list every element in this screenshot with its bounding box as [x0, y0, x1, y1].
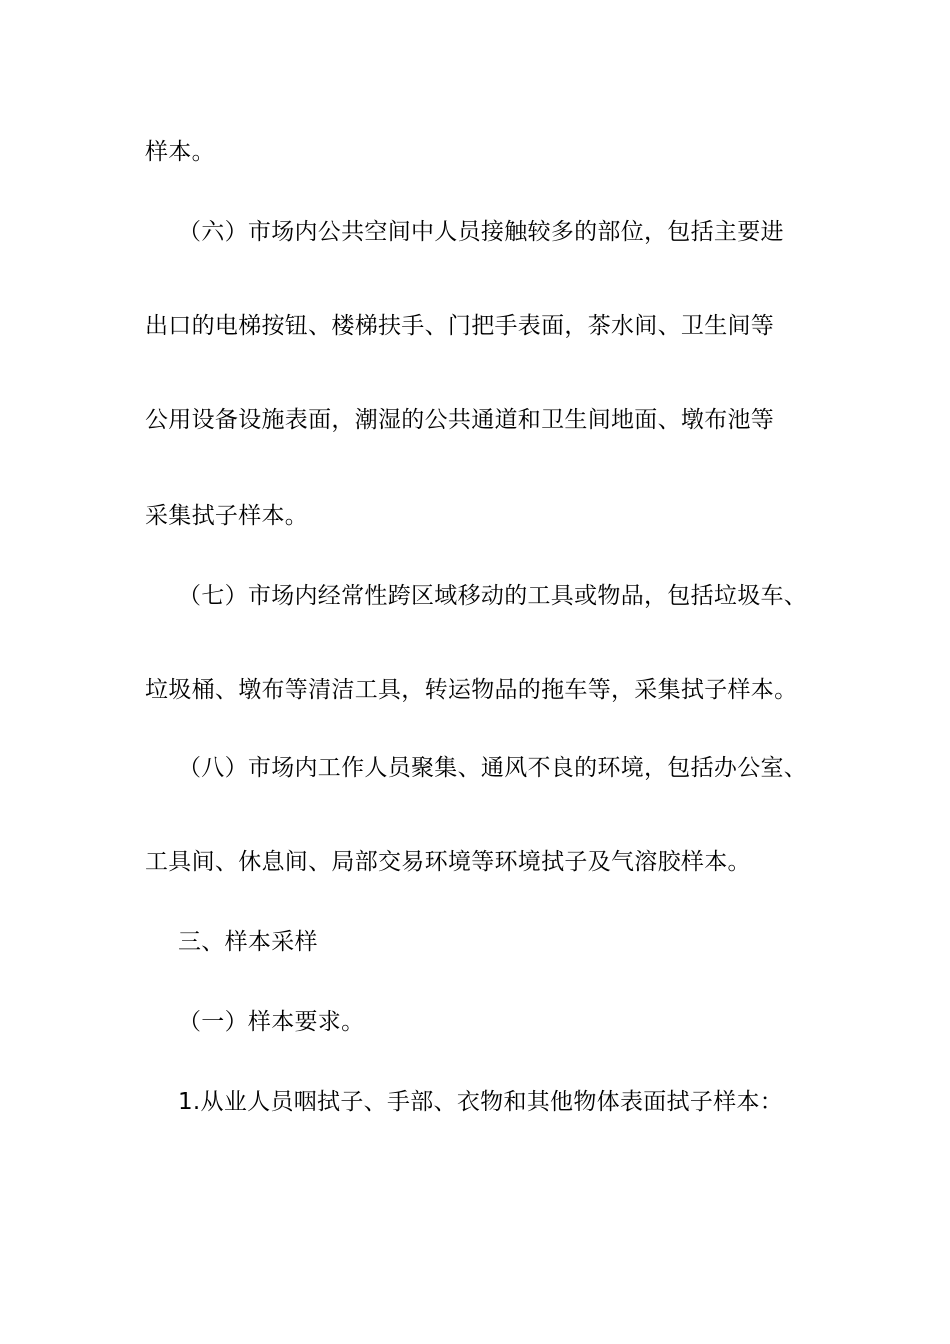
text-line-4: 公用设备设施表面，潮湿的公共通道和卫生间地面、墩布池等 — [145, 407, 775, 433]
list-item-1: 1.从业人员咽拭子、手部、衣物和其他物体表面拭子样本： — [178, 1089, 784, 1115]
section-heading: 三、样本采样 — [178, 929, 318, 955]
text-line-6: （七）市场内经常性跨区域移动的工具或物品，包括垃圾车、 — [178, 583, 808, 609]
subsection-heading: （一）样本要求。 — [178, 1009, 365, 1035]
text-line-2: （六）市场内公共空间中人员接触较多的部位，包括主要进 — [178, 219, 784, 245]
text-line-1: 样本。 — [145, 139, 215, 165]
text-line-7: 垃圾桶、墩布等清洁工具，转运物品的拖车等，采集拭子样本。 — [145, 677, 798, 703]
text-line-3: 出口的电梯按钮、楼梯扶手、门把手表面，茶水间、卫生间等 — [145, 313, 775, 339]
text-line-5: 采集拭子样本。 — [145, 503, 309, 529]
text-line-8: （八）市场内工作人员聚集、通风不良的环境，包括办公室、 — [178, 755, 808, 781]
text-line-9: 工具间、休息间、局部交易环境等环境拭子及气溶胶样本。 — [145, 849, 751, 875]
